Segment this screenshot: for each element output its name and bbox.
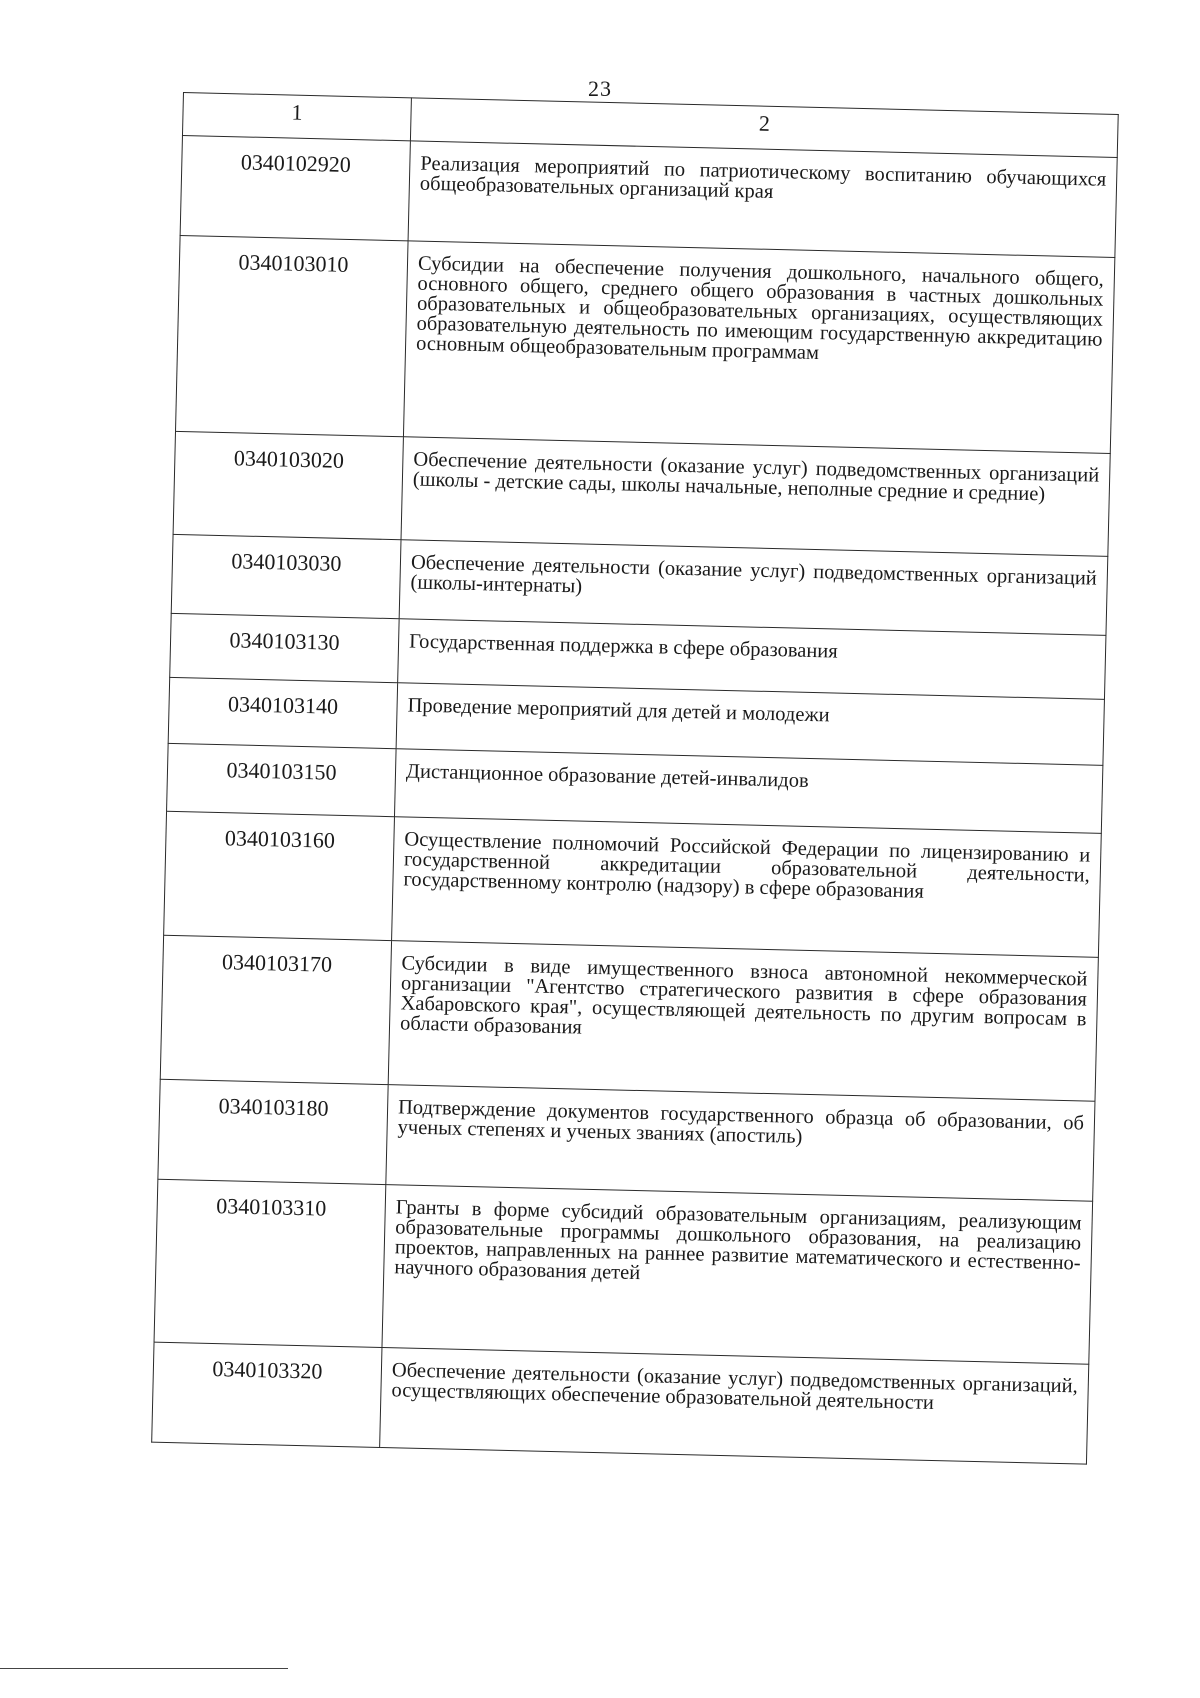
row-name: Обеспечение деятельности (оказание услуг) подведомственных организаций, осуществляющих обеспечение образовательной деятельности — [380, 1348, 1089, 1465]
row-name: Дистанционное образование детей-инвалидов — [394, 749, 1102, 834]
row-code: 0340102920 — [180, 135, 410, 240]
row-code: 0340103150 — [167, 743, 397, 816]
row-code: 0340103130 — [170, 613, 399, 682]
row-name: Осуществление полномочий Российской Федерации по лицензированию и государственной аккредитации образовательной деятельности, государственному контролю (надзору) в сфере образования — [392, 817, 1102, 958]
page-number: 23 — [588, 76, 612, 101]
row-name: Субсидии в виде имущественного взноса автономной некоммерческой организации "Агентство стратегического развития в сфере образования Хабаровского края", осуществляющей деятельность по другим вопросам в области образования — [388, 941, 1098, 1102]
row-name: Обеспечение деятельности (оказание услуг) подведомственных организаций (школы - детские сады, школы начальные, неполные средние и средние) — [401, 437, 1110, 557]
row-code: 0340103020 — [173, 431, 403, 539]
document-table — [151, 92, 1118, 1465]
row-name: Субсидии на обеспечение получения дошкольного, начального общего, основного общего, среднего общего образования в частных дошкольных образовательных и общеобразовательных организациях, осуществляющих образовательную деятельность по имеющим государственную аккредитацию основным общеобразовательным программам — [403, 241, 1114, 454]
row-code: 0340103310 — [154, 1179, 386, 1347]
row-code: 0340103170 — [160, 935, 391, 1084]
row-code: 0340103160 — [164, 811, 395, 940]
row-name: Обеспечение деятельности (оказание услуг) подведомственных организаций (школы-интернаты) — [399, 540, 1108, 636]
footnote-separator-line — [0, 1668, 288, 1669]
row-name: Проведение мероприятий для детей и молодежи — [396, 683, 1104, 766]
row-name: Подтверждение документов государственного образца об образовании, об ученых степенях и ученых званиях (апостиль) — [386, 1085, 1095, 1202]
table-row — [164, 811, 1102, 957]
row-code: 0340103030 — [171, 534, 401, 618]
table-row — [154, 1179, 1093, 1364]
classification-table — [151, 92, 1119, 1465]
row-code: 0340103320 — [152, 1342, 382, 1447]
row-code: 0340103010 — [176, 235, 409, 436]
row-name: Реализация мероприятий по патриотическому воспитанию обучающихся общеобразовательных организаций края — [408, 141, 1117, 258]
row-code: 0340103180 — [158, 1079, 388, 1184]
row-name: Гранты в форме субсидий образовательным организациям, реализующим образовательные программы дошкольного образования, на реализацию проектов, направленных на раннее развитие математического и естественно-научного образования детей — [382, 1185, 1093, 1365]
row-name: Государственная поддержка в сфере образования — [398, 619, 1106, 700]
table-row — [160, 935, 1098, 1101]
column-header-code: 1 — [182, 93, 411, 141]
table-row — [176, 235, 1115, 453]
column-header-name: 2 — [410, 98, 1118, 158]
table-row — [152, 1342, 1089, 1464]
row-code: 0340103140 — [168, 677, 397, 748]
